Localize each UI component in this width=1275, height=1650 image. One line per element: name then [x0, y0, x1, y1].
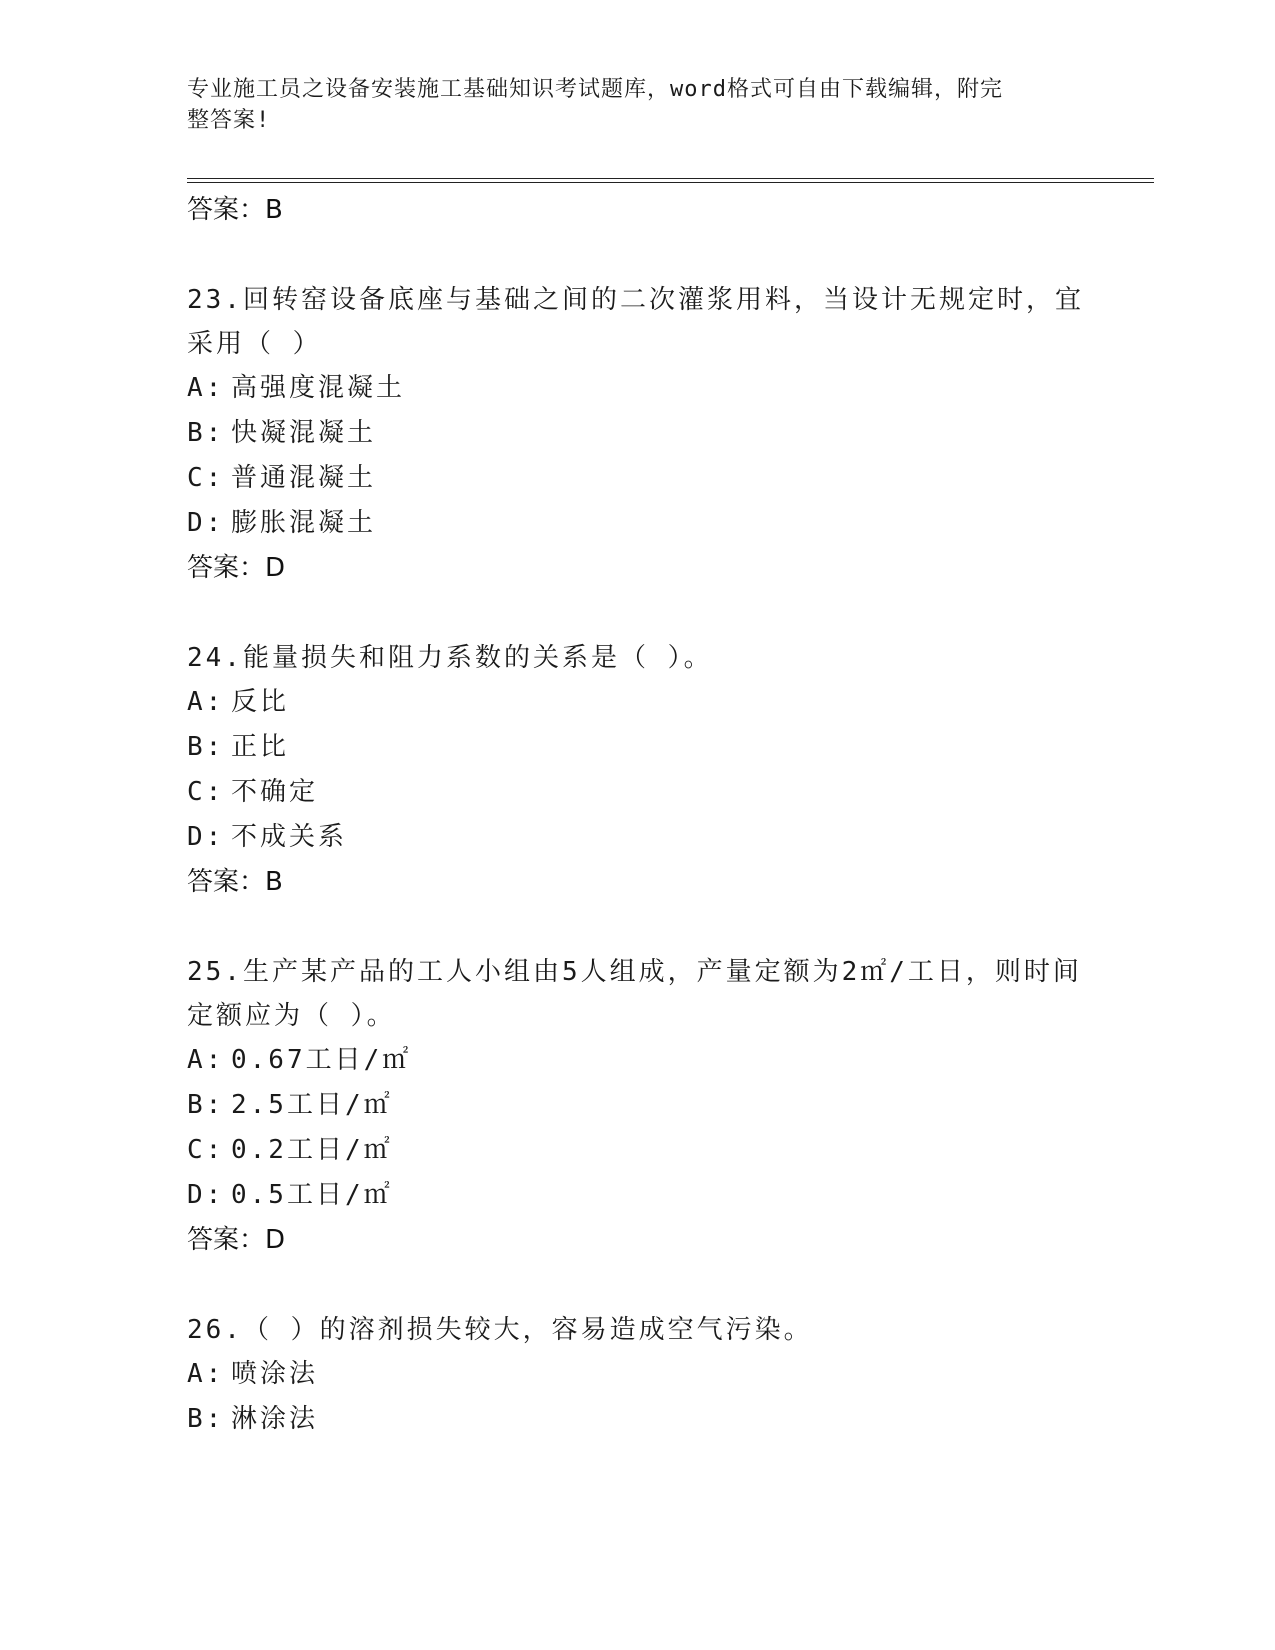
option-c	[187, 456, 1087, 501]
header-line-2: 整答案!	[187, 108, 271, 133]
option-text: 正比	[231, 732, 290, 762]
option-letter: B:	[187, 732, 225, 762]
option-b	[187, 725, 1087, 770]
option-c	[187, 770, 1087, 815]
option-b	[187, 1397, 1087, 1442]
option-text: 0.67工日/㎡	[231, 1045, 412, 1075]
question-25	[187, 950, 1087, 1263]
option-letter: A:	[187, 687, 225, 717]
question-24	[187, 636, 1087, 905]
option-d	[187, 501, 1087, 546]
answer-line: 答案：D	[187, 1225, 286, 1255]
option-d	[187, 815, 1087, 860]
option-letter: B:	[187, 1404, 225, 1434]
option-text: 0.5工日/㎡	[231, 1180, 393, 1210]
option-text: 普通混凝土	[231, 463, 377, 493]
option-letter: C:	[187, 1135, 225, 1165]
option-d	[187, 1173, 1087, 1218]
option-text: 不确定	[231, 777, 319, 807]
option-a	[187, 366, 1087, 411]
question-stem-line: 26.（ ）的溶剂损失较大，容易造成空气污染。	[187, 1315, 813, 1345]
question-stem	[187, 278, 1087, 366]
option-a	[187, 1038, 1087, 1083]
document-header	[187, 74, 1067, 136]
option-letter: C:	[187, 463, 225, 493]
question-stem-line: 25.生产某产品的工人小组由5人组成，产量定额为2㎡/工日，则时间	[187, 957, 1082, 987]
answer-line: 答案：B	[187, 867, 283, 897]
answer-line: 答案：D	[187, 553, 286, 583]
answer-line: 答案：B	[187, 195, 283, 225]
option-text: 不成关系	[231, 822, 348, 852]
header-line-1: 专业施工员之设备安装施工基础知识考试题库，word格式可自由下载编辑，附完	[187, 77, 1003, 102]
option-letter: C:	[187, 777, 225, 807]
option-text: 反比	[231, 687, 290, 717]
option-c	[187, 1128, 1087, 1173]
question-stem-line: 24.能量损失和阻力系数的关系是（ ）。	[187, 643, 713, 673]
option-text: 2.5工日/㎡	[231, 1090, 393, 1120]
option-a	[187, 680, 1087, 725]
option-b	[187, 411, 1087, 456]
option-letter: B:	[187, 418, 225, 448]
option-text: 喷涂法	[231, 1359, 319, 1389]
option-letter: A:	[187, 373, 225, 403]
option-letter: D:	[187, 822, 225, 852]
question-stem-line: 采用（ ）	[187, 329, 322, 359]
question-stem-line: 定额应为（ ）。	[187, 1001, 396, 1031]
option-a	[187, 1352, 1087, 1397]
option-letter: D:	[187, 1180, 225, 1210]
question-26	[187, 1308, 1087, 1442]
option-text: 高强度混凝土	[231, 373, 406, 403]
question-stem	[187, 636, 1087, 680]
header-divider-top	[187, 178, 1154, 179]
option-letter: A:	[187, 1359, 225, 1389]
option-letter: B:	[187, 1090, 225, 1120]
question-list	[187, 188, 1087, 1442]
option-letter: D:	[187, 508, 225, 538]
option-b	[187, 1083, 1087, 1128]
option-text: 快凝混凝土	[231, 418, 377, 448]
question-stem	[187, 950, 1087, 1038]
option-text: 淋涂法	[231, 1404, 319, 1434]
question-23	[187, 278, 1087, 591]
question-stem-line: 23.回转窑设备底座与基础之间的二次灌浆用料，当设计无规定时，宜	[187, 285, 1084, 315]
option-text: 膨胀混凝土	[231, 508, 377, 538]
option-letter: A:	[187, 1045, 225, 1075]
option-text: 0.2工日/㎡	[231, 1135, 393, 1165]
question-stem	[187, 1308, 1087, 1352]
header-divider-bottom	[187, 182, 1154, 183]
